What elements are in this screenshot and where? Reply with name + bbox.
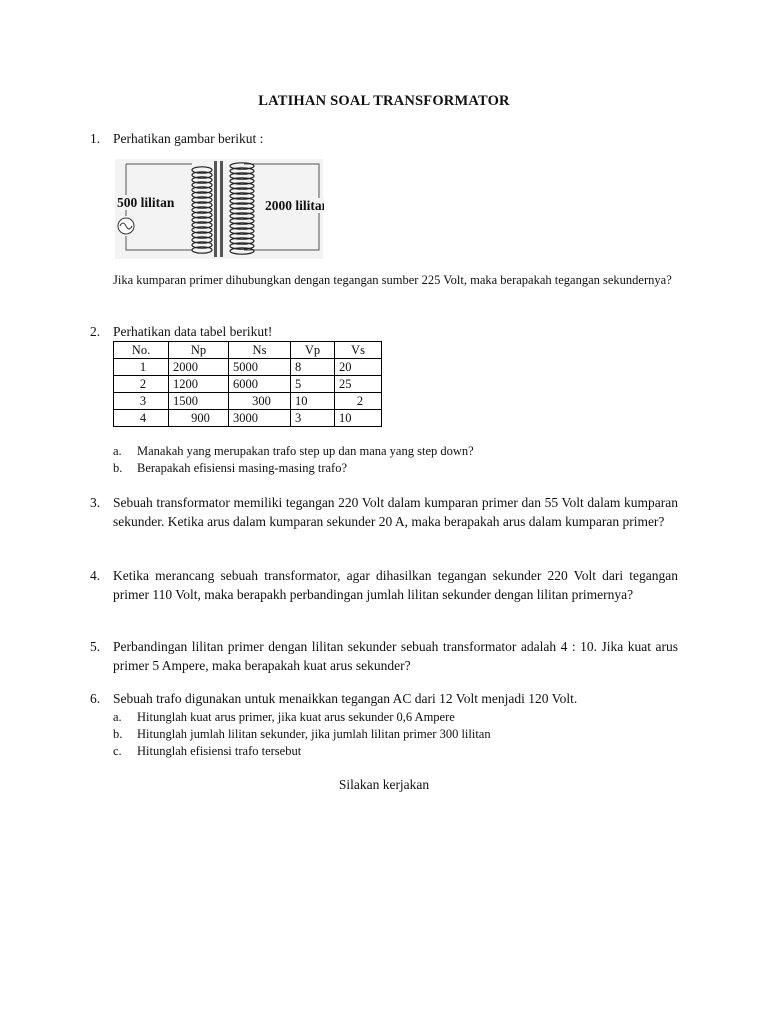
question-6-sub-a (113, 709, 678, 726)
question-5 (90, 637, 678, 675)
question-2 (90, 322, 678, 341)
table-cell: 25 (335, 376, 382, 393)
question-text: Sebuah trafo digunakan untuk menaikkan tegangan AC dari 12 Volt menjadi 120 Volt. (113, 691, 578, 706)
table-cell: 10 (291, 393, 335, 410)
table-cell: 1200 (169, 376, 229, 393)
column-header: Vs (335, 342, 382, 359)
sub-letter: a. (113, 710, 122, 724)
table-cell: 20 (335, 359, 382, 376)
ac-source-icon (118, 218, 134, 234)
column-header: Vp (291, 342, 335, 359)
table-cell: 8 (291, 359, 335, 376)
question-2-sub-a (113, 443, 678, 460)
question-text: Perbandingan lilitan primer dengan lilitan sekunder sebuah transformator adalah 4 : 10. Jika kuat arus primer 5 Ampere, maka berapakah kuat arus sekunder? (113, 639, 678, 673)
sub-letter: b. (113, 727, 123, 741)
question-text: Perhatikan gambar berikut : (113, 131, 264, 146)
table-cell: 900 (169, 410, 229, 427)
primary-coil-label: 500 lilitan (117, 195, 175, 210)
sub-text: Hitunglah efisiensi trafo tersebut (137, 744, 302, 758)
document-title: LATIHAN SOAL TRANSFORMATOR (258, 93, 510, 109)
question-text: Sebuah transformator memiliki tegangan 220 Volt dalam kumparan primer dan 55 Volt dalam kumparan sekunder. Ketika arus dalam kumparan sekunder 20 A, maka berapakah arus dalam kumparan primer? (113, 495, 678, 529)
question-number: 4. (90, 568, 101, 583)
sub-letter: c. (113, 744, 122, 758)
question-6-sub-c (113, 743, 678, 760)
question-4 (90, 566, 678, 604)
table-header-row (114, 342, 382, 359)
table-cell: 300 (229, 393, 291, 410)
question-6-sub-b (113, 726, 678, 743)
table-row (114, 410, 382, 427)
question-6 (90, 689, 678, 708)
table-cell: 5000 (229, 359, 291, 376)
sub-text: Hitunglah kuat arus primer, jika kuat arus sekunder 0,6 Ampere (137, 710, 455, 724)
sub-letter: b. (113, 461, 123, 475)
question-text: Jika kumparan primer dihubungkan dengan tegangan sumber 225 Volt, maka berapakah tegangan sekundernya? (113, 273, 672, 287)
question-number: 3. (90, 495, 101, 510)
sub-text: Hitunglah jumlah lilitan sekunder, jika jumlah lilitan primer 300 lilitan (137, 727, 491, 741)
column-header: Ns (229, 342, 291, 359)
table-cell: 1500 (169, 393, 229, 410)
table-cell: 2 (335, 393, 382, 410)
transformer-data-table (113, 341, 382, 427)
secondary-coil-label: 2000 lilitan (265, 198, 324, 213)
question-number: 5. (90, 639, 101, 654)
table-cell: 5 (291, 376, 335, 393)
question-number: 2. (90, 324, 101, 339)
table-cell: 3000 (229, 410, 291, 427)
question-number: 1. (90, 131, 101, 146)
table-row (114, 376, 382, 393)
table-cell: 3 (114, 393, 169, 410)
table-cell: 2 (114, 376, 169, 393)
column-header: No. (114, 342, 169, 359)
table-cell: 2000 (169, 359, 229, 376)
sub-text: Berapakah efisiensi masing-masing trafo? (137, 461, 347, 475)
column-header: Np (169, 342, 229, 359)
table-cell: 4 (114, 410, 169, 427)
table-cell: 3 (291, 410, 335, 427)
question-text: Perhatikan data tabel berikut! (113, 324, 273, 339)
table-row (114, 393, 382, 410)
question-1 (90, 129, 678, 148)
question-text: Ketika merancang sebuah transformator, agar dihasilkan tegangan sekunder 220 Volt dari tegangan primer 110 Volt, maka berapakh perbandingan jumlah lilitan sekunder dengan lilitan primernya? (113, 568, 678, 602)
transformer-figure (114, 158, 324, 262)
closing-text: Silakan kerjakan (338, 777, 430, 792)
table-row (114, 359, 382, 376)
question-1-prompt (90, 272, 678, 289)
question-number: 6. (90, 691, 101, 706)
sub-letter: a. (113, 444, 122, 458)
table-cell: 6000 (229, 376, 291, 393)
table-cell: 1 (114, 359, 169, 376)
sub-text: Manakah yang merupakan trafo step up dan mana yang step down? (137, 444, 474, 458)
question-3 (90, 493, 678, 531)
question-2-sub-b (113, 460, 678, 477)
table-cell: 10 (335, 410, 382, 427)
